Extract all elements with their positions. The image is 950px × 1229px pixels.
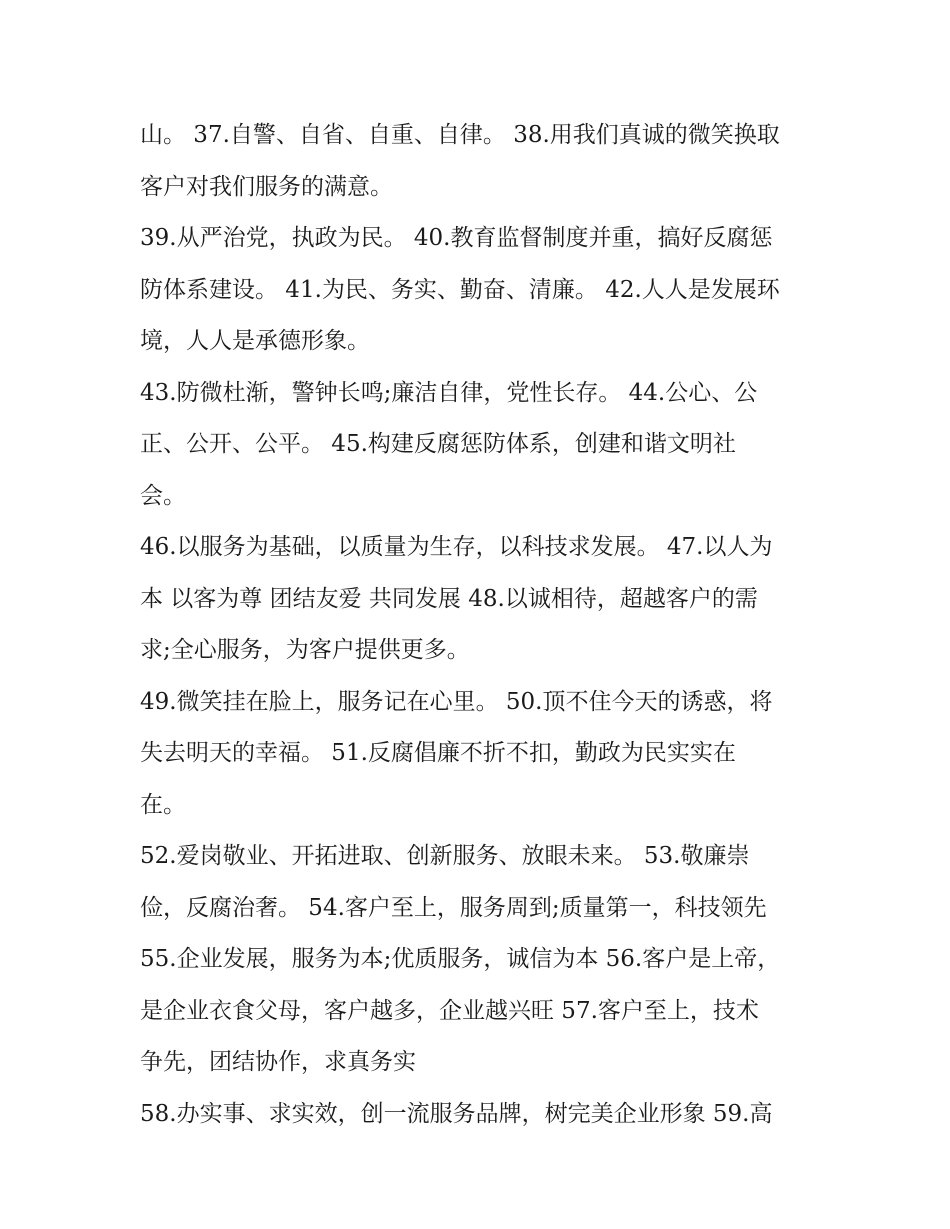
text-line: 39.从严治党，执政为民。 40.教育监督制度并重，搞好反腐惩 [140, 225, 773, 251]
text-line: 52.爱岗敬业、开拓进取、创新服务、放眼未来。 53.敬廉崇 [140, 843, 750, 869]
text-line: 客户对我们服务的满意。 [140, 173, 393, 200]
text-line: 会。 [140, 482, 186, 509]
text-line: 失去明天的幸福。 51.反腐倡廉不折不扣，勤政为民实实在 [140, 740, 736, 766]
text-line: 境，人人是承德形象。 [140, 328, 370, 354]
text-line: 防体系建设。 41.为民、务实、勤奋、清廉。 42.人人是发展环 [140, 276, 780, 303]
text-line: 49.微笑挂在脸上，服务记在心里。 50.顶不住今天的诱惑，将 [140, 688, 773, 715]
text-line: 俭，反腐治奢。 54.客户至上，服务周到;质量第一，科技领先 [140, 894, 767, 921]
text-line: 求;全心服务，为客户提供更多。 [140, 637, 470, 663]
text-line: 在。 [140, 791, 186, 818]
text-line: 正、公开、公平。 45.构建反腐惩防体系，创建和谐文明社 [140, 431, 736, 457]
text-line: 争先，团结协作，求真务实 [140, 1049, 416, 1075]
text-line: 是企业衣食父母，客户越多，企业越兴旺 57.客户至上，技术 [140, 997, 759, 1024]
document-body [140, 110, 812, 1140]
text-line: 58.办实事、求实效，创一流服务品牌，树完美企业形象 59.高 [140, 1100, 773, 1127]
text-line: 43.防微杜渐，警钟长鸣;廉洁自律，党性长存。 44.公心、公 [140, 379, 758, 406]
text-line: 山。 37.自警、自省、自重、自律。 38.用我们真诚的微笑换取 [140, 122, 780, 148]
text-line: 本 以客为尊 团结友爱 共同发展 48.以诚相待，超越客户的需 [140, 585, 758, 612]
text-line: 55.企业发展，服务为本;优质服务，诚信为本 56.客户是上帝， [140, 946, 781, 972]
text-line: 46.以服务为基础，以质量为生存，以科技求发展。 47.以人为 [140, 534, 773, 560]
